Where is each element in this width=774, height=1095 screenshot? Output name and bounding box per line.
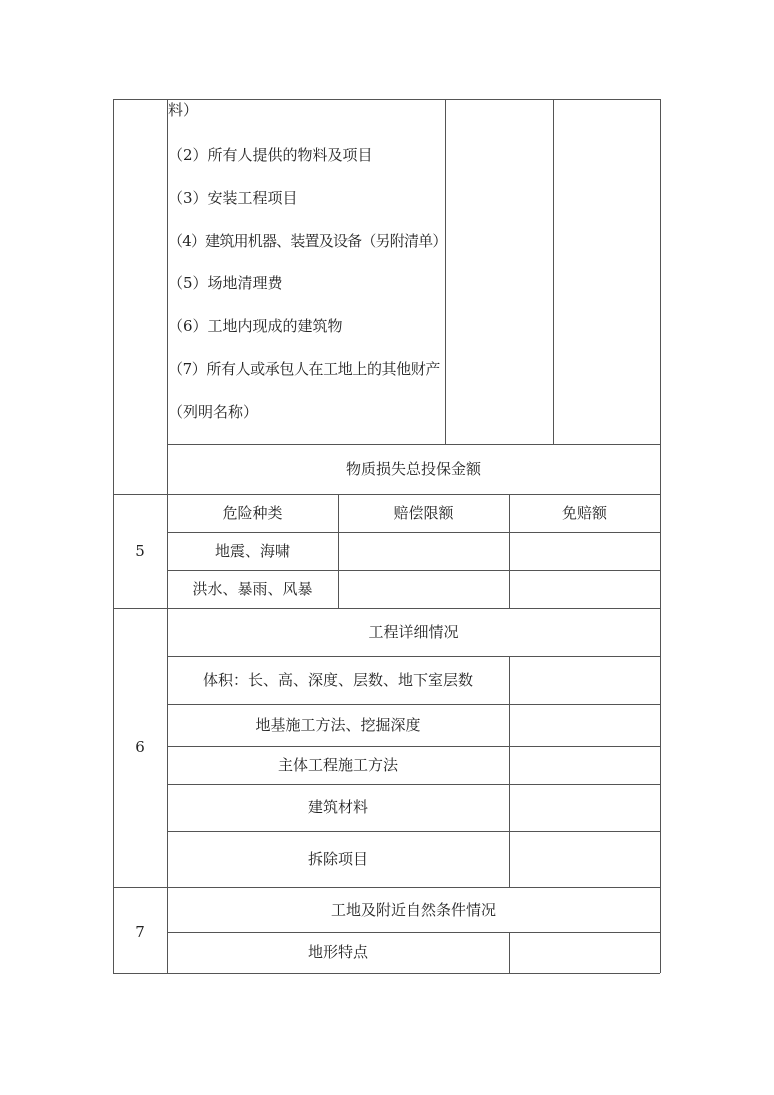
section-title: 工地及附近自然条件情况 xyxy=(330,901,496,919)
condition-row-label: 地形特点 xyxy=(307,943,368,961)
property-item: （4）建筑用机器、装置及设备（另附清单） xyxy=(168,232,447,250)
total-insured-label: 物质损失总投保金额 xyxy=(345,460,481,478)
section-number: 6 xyxy=(135,738,145,756)
detail-row-label: 拆除项目 xyxy=(307,850,368,868)
row-divider xyxy=(167,784,660,785)
col-divider xyxy=(509,656,510,887)
col-divider xyxy=(553,99,554,444)
row-divider xyxy=(167,746,660,747)
table-right-border xyxy=(660,99,661,973)
property-item: （列明名称） xyxy=(168,403,259,421)
detail-row-label: 建筑材料 xyxy=(307,798,368,816)
section-divider-5 xyxy=(113,494,660,495)
detail-row-label: 主体工程施工方法 xyxy=(277,756,398,774)
detail-row-label: 体积：长、高、深度、层数、地下室层数 xyxy=(202,671,473,689)
row-divider xyxy=(167,704,660,705)
header-risk-type: 危险种类 xyxy=(222,504,283,522)
header-compensation-limit: 赔偿限额 xyxy=(393,504,454,522)
header-deductible: 免赔额 xyxy=(561,504,607,522)
table-left-border xyxy=(113,99,114,973)
property-item: （5）场地清理费 xyxy=(168,274,283,292)
section-divider-6 xyxy=(113,608,660,609)
row-divider xyxy=(167,532,660,533)
col-divider xyxy=(509,932,510,973)
section-number: 7 xyxy=(135,923,145,941)
property-item: （7）所有人或承包人在工地上的其他财产 xyxy=(168,360,440,378)
section-title: 工程详细情况 xyxy=(368,623,459,641)
row-divider xyxy=(167,656,660,657)
row-divider xyxy=(167,444,660,445)
table-bottom-border xyxy=(113,973,660,974)
row-divider xyxy=(167,570,660,571)
row-divider xyxy=(167,831,660,832)
property-item: 料） xyxy=(168,101,199,119)
row-divider xyxy=(167,932,660,933)
detail-row-label: 地基施工方法、挖掘深度 xyxy=(255,716,421,734)
property-item: （3）安装工程项目 xyxy=(168,189,298,207)
property-item: （2）所有人提供的物料及项目 xyxy=(168,146,373,164)
risk-row-label: 地震、海啸 xyxy=(214,542,290,560)
property-item: （6）工地内现成的建筑物 xyxy=(168,317,343,335)
section-divider-7 xyxy=(113,887,660,888)
col-divider xyxy=(445,99,446,444)
risk-row-label: 洪水、暴雨、风暴 xyxy=(192,580,313,598)
section-number: 5 xyxy=(135,542,145,560)
